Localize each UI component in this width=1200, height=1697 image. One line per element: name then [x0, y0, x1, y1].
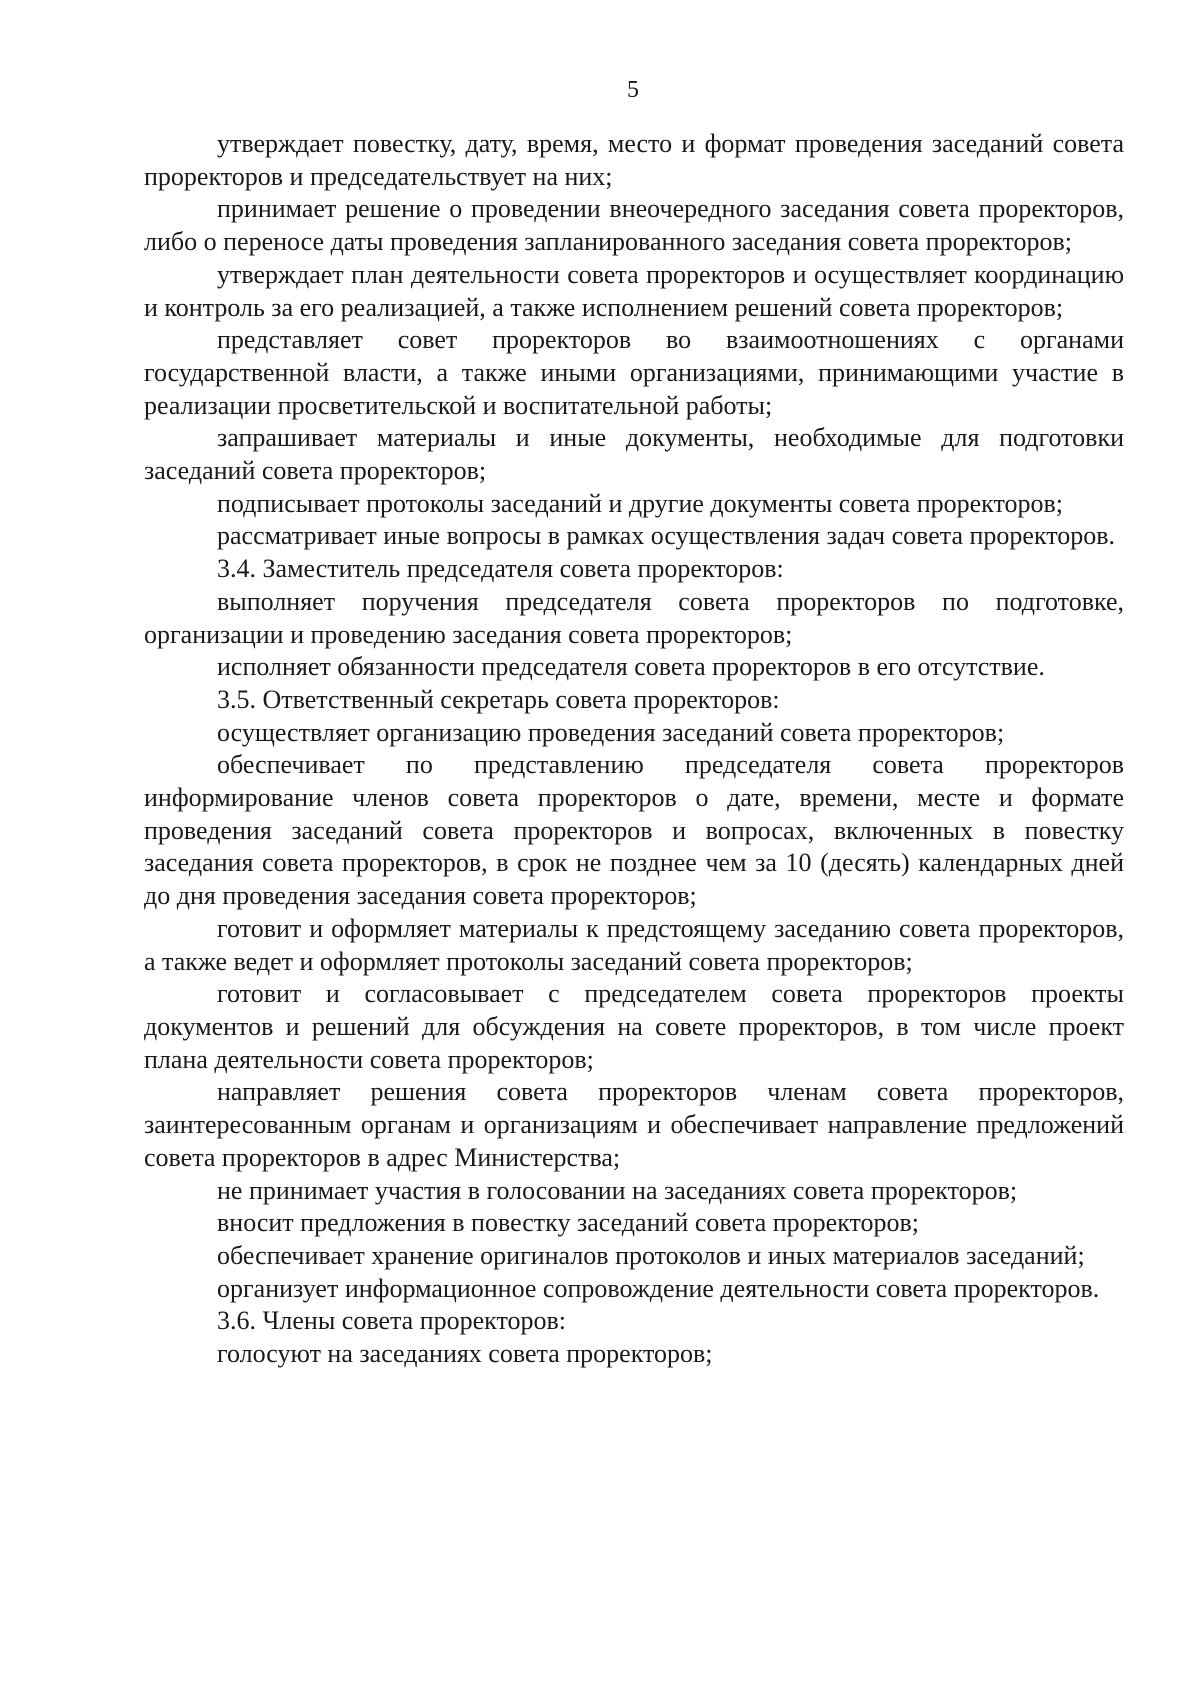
document-body — [144, 128, 1124, 1371]
paragraph: рассматривает иные вопросы в рамках осуществления задач совета проректоров. — [217, 521, 1116, 551]
paragraph: готовит и согласовывает с председателем совета проректоров проекты документов и решений для обсуждения на совете проректоров, в том числе проект плана деятельности совета проректоров; — [144, 979, 1124, 1074]
paragraph: запрашивает материалы и иные документы, необходимые для подготовки заседаний совета проректоров; — [144, 423, 1124, 486]
paragraph: утверждает план деятельности совета проректоров и осуществляет координацию и контроль за его реализацией, а также исполнением решений совета проректоров; — [144, 259, 1124, 322]
section-heading-3-5: 3.5. Ответственный секретарь совета проректоров: — [217, 684, 780, 714]
paragraph: вносит предложения в повестку заседаний совета проректоров; — [217, 1208, 919, 1238]
paragraph: направляет решения совета проректоров членам совета проректоров, заинтересованным органам и организациям и обеспечивает направление предложений совета проректоров в адрес Министерства; — [144, 1077, 1124, 1172]
section-heading-3-4: 3.4. Заместитель председателя совета проректоров: — [217, 554, 784, 584]
paragraph: голосуют на заседаниях совета проректоров; — [217, 1339, 713, 1369]
paragraph: обеспечивает хранение оригиналов протоколов и иных материалов заседаний; — [217, 1240, 1085, 1270]
paragraph: осуществляет организацию проведения заседаний совета проректоров; — [217, 717, 1005, 747]
paragraph: выполняет поручения председателя совета проректоров по подготовке, организации и проведению заседания совета проректоров; — [144, 586, 1124, 649]
paragraph: принимает решение о проведении внеочередного заседания совета проректоров, либо о переносе даты проведения запланированного заседания совета проректоров; — [144, 194, 1124, 257]
paragraph: подписывает протоколы заседаний и другие документы совета проректоров; — [217, 488, 1063, 518]
paragraph: исполняет обязанности председателя совета проректоров в его отсутствие. — [217, 652, 1045, 682]
paragraph: не принимает участия в голосовании на заседаниях совета проректоров; — [217, 1175, 1018, 1205]
paragraph: готовит и оформляет материалы к предстоящему заседанию совета проректоров, а также ведет и оформляет протоколы заседаний совета проректоров; — [144, 913, 1124, 976]
page-number: 5 — [627, 77, 639, 103]
paragraph: организует информационное сопровождение деятельности совета проректоров. — [217, 1273, 1100, 1303]
paragraph: представляет совет проректоров во взаимоотношениях с органами государственной власти, а также иными организациями, принимающими участие в реализации просветительской и воспитательной работы; — [144, 325, 1124, 420]
paragraph: утверждает повестку, дату, время, место и формат проведения заседаний совета проректоров и председательствует на них; — [144, 129, 1124, 191]
section-heading-3-6: 3.6. Члены совета проректоров: — [217, 1306, 566, 1336]
paragraph: обеспечивает по представлению председателя совета проректоров информирование членов совета проректоров о дате, времени, месте и формате проведения заседаний совета проректоров и вопросах, включенных в повестку заседания совета проректоров, в срок не позднее чем за 10 (десять) календарных дней до дня проведения заседания совета проректоров; — [144, 750, 1124, 911]
